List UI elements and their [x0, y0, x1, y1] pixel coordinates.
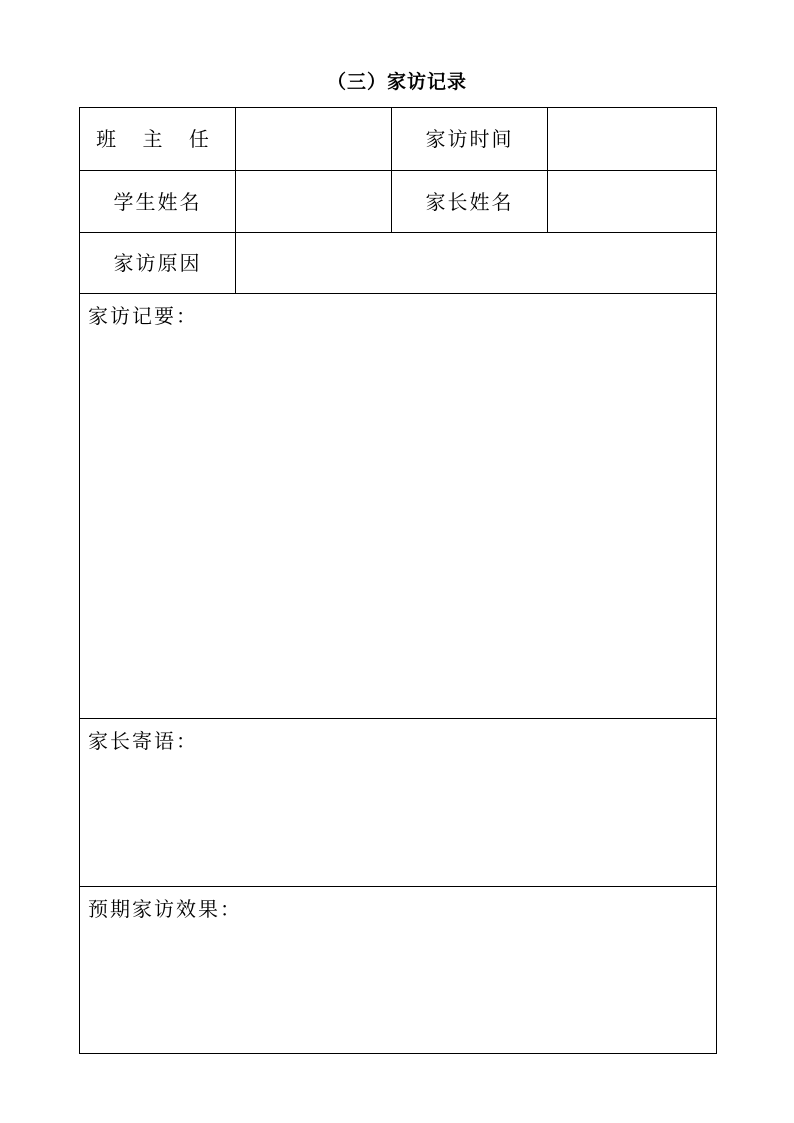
- row-visit-notes: [80, 294, 717, 719]
- visit-notes-field[interactable]: [80, 294, 717, 719]
- student-name-label: 学生姓名: [80, 171, 236, 233]
- page-title: （三）家访记录: [326, 71, 467, 93]
- visit-time-label: 家访时间: [392, 108, 548, 171]
- expected-effect-label: 预期家访效果：: [88, 897, 242, 921]
- teacher-field[interactable]: [236, 108, 392, 171]
- row-visit-reason: [80, 233, 717, 294]
- parent-message-field[interactable]: [80, 719, 717, 887]
- row-student-parent-names: [80, 171, 717, 233]
- teacher-label-cell: [80, 108, 236, 171]
- row-expected-effect: [80, 887, 717, 1054]
- teacher-label: 班 主 任: [96, 127, 219, 151]
- expected-effect-field[interactable]: [80, 887, 717, 1054]
- row-teacher-visit-time: [80, 108, 717, 171]
- home-visit-record-table: [79, 107, 717, 1054]
- student-name-field[interactable]: [236, 171, 392, 233]
- visit-notes-label: 家访记要：: [88, 304, 198, 328]
- parent-message-label: 家长寄语：: [88, 729, 198, 753]
- visit-reason-field[interactable]: [236, 233, 717, 294]
- parent-name-field[interactable]: [548, 171, 717, 233]
- parent-name-label: 家长姓名: [392, 171, 548, 233]
- visit-time-field[interactable]: [548, 108, 717, 171]
- row-parent-message: [80, 719, 717, 887]
- visit-reason-label: 家访原因: [80, 233, 236, 294]
